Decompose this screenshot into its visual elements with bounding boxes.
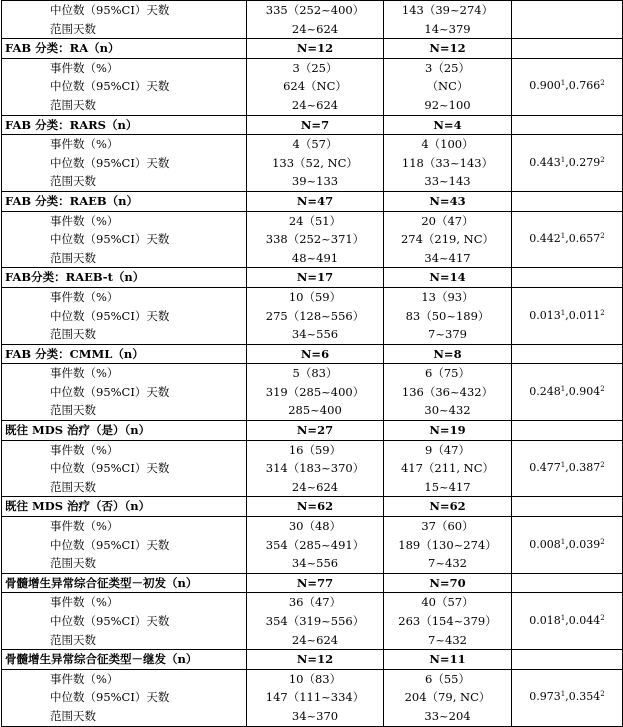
- group-title: 骨髓增生异常综合征类型－初发（n）: [2, 573, 247, 593]
- value-arm-a: 338（252~371）: [265, 232, 365, 247]
- group-header-empty: [512, 191, 623, 211]
- values-arm-a: [247, 593, 384, 650]
- p-separator: ,: [565, 461, 569, 475]
- p-value-1: 0.013: [529, 308, 561, 322]
- values-arm-a: [247, 211, 384, 268]
- p-value-2: 0.387: [568, 461, 601, 475]
- value-arm-a: 16（59）: [288, 442, 342, 457]
- value-arm-b: 9（47）: [425, 442, 470, 457]
- value-arm-a: 24~624: [291, 97, 339, 112]
- row-label: 中位数（95%CI）天数: [50, 461, 170, 476]
- values-arm-b: [384, 135, 512, 192]
- p-value-cell: [512, 593, 623, 650]
- value-arm-b: 7~432: [428, 632, 467, 647]
- p-superscript-1: 1: [560, 614, 566, 622]
- values-arm-b: [384, 1, 512, 39]
- value-arm-b: 20（47）: [421, 213, 474, 228]
- row-label: 中位数（95%CI）天数: [50, 308, 170, 323]
- values-arm-b: [384, 593, 512, 650]
- value-arm-b: 30~432: [424, 403, 471, 418]
- p-superscript-1: 1: [560, 155, 566, 164]
- p-value-cell: [512, 517, 623, 574]
- row-label: 事件数（%）: [50, 366, 119, 381]
- group-n-arm-b: N=4: [384, 115, 512, 135]
- p-value-cell: [512, 440, 623, 497]
- group-n-arm-a: N=17: [247, 268, 384, 288]
- group-n-arm-b: N=43: [384, 191, 512, 211]
- p-superscript-1: 1: [560, 384, 566, 393]
- group-data-row: [2, 593, 623, 650]
- values-arm-a: [247, 517, 384, 574]
- p-superscript-2: 2: [600, 155, 605, 164]
- row-label-range: 范围天数: [50, 21, 96, 36]
- p-superscript-2: 2: [600, 690, 605, 699]
- row-labels: [2, 593, 247, 650]
- group-header-row: [2, 115, 623, 135]
- row-label: 范围天数: [50, 556, 96, 571]
- value-arm-b: 274（219, NC）: [400, 232, 495, 247]
- value-arm-b: 136（36~432）: [401, 384, 494, 399]
- group-header-row: [2, 39, 623, 59]
- group-header-empty: [512, 115, 623, 135]
- p-superscript-2: 2: [600, 79, 605, 88]
- value-arm-a: 319（285~400）: [265, 384, 365, 399]
- row-label: 中位数（95%CI）天数: [50, 537, 170, 552]
- p-value-2: 0.354: [568, 690, 601, 704]
- value-arm-a: 34~556: [291, 556, 339, 571]
- p-value-2: 0.766: [568, 79, 601, 93]
- results-table-body: [2, 1, 623, 727]
- group-data-row: [2, 287, 623, 344]
- value-arm-a: 24（51）: [288, 213, 342, 228]
- row-label: 事件数（%）: [50, 213, 119, 228]
- p-separator: ,: [565, 537, 569, 551]
- group-title: FAB 分类：RA（n）: [2, 39, 247, 59]
- results-table: [1, 0, 623, 727]
- group-n-arm-a: N=77: [247, 573, 384, 593]
- group-n-arm-a: N=47: [247, 191, 384, 211]
- p-value-cell: [512, 364, 623, 421]
- p-value-2: 0.039: [568, 537, 601, 551]
- group-header-row: [2, 421, 623, 441]
- p-superscript-1: 1: [560, 232, 566, 241]
- values-arm-a: [247, 135, 384, 192]
- p-superscript-2: 2: [600, 537, 605, 546]
- value-arm-a: 275（128~556）: [265, 308, 365, 323]
- values-arm-b: [384, 287, 512, 344]
- row-label: 范围天数: [50, 632, 96, 647]
- p-superscript-2: 2: [600, 308, 605, 317]
- group-n-arm-b: N=11: [384, 650, 512, 670]
- p-superscript-1: 1: [560, 461, 566, 470]
- p-value-cell: [512, 669, 623, 726]
- group-header-empty: [512, 497, 623, 517]
- group-header-row: [2, 497, 623, 517]
- values-arm-b: [384, 364, 512, 421]
- row-label: 事件数（%）: [50, 671, 119, 686]
- value-arm-a: 314（183~370）: [265, 461, 365, 476]
- p-value-cell: [512, 1, 623, 39]
- value-arm-a: 147（111~334）: [265, 690, 365, 705]
- values-arm-b: [384, 669, 512, 726]
- row-label: 范围天数: [50, 327, 96, 342]
- group-n-arm-a: N=12: [247, 39, 384, 59]
- group-n-arm-a: N=6: [247, 344, 384, 364]
- values-arm-a: [247, 669, 384, 726]
- value-arm-b: 263（154~379）: [398, 614, 497, 628]
- group-n-arm-a: N=12: [247, 650, 384, 670]
- value-arm-a: 4（57）: [292, 137, 338, 152]
- row-label: 范围天数: [50, 479, 96, 494]
- value-arm-a: 34~370: [291, 708, 339, 723]
- p-value-2: 0.904: [568, 384, 601, 398]
- row-label: 中位数（95%CI）天数: [50, 155, 170, 170]
- value-arm-a: 30（48）: [288, 519, 342, 534]
- p-value-1: 0.477: [529, 461, 561, 475]
- group-n-arm-a: N=62: [247, 497, 384, 517]
- value-arm-a: 3（25）: [292, 60, 338, 75]
- p-value-1: 0.442: [529, 232, 561, 246]
- p-value-cell: [512, 58, 623, 115]
- group-data-row: [2, 440, 623, 497]
- group-n-arm-b: N=19: [384, 421, 512, 441]
- group-title: 骨髓增生异常综合征类型－继发（n）: [2, 650, 247, 670]
- row-label: 中位数（95%CI）天数: [50, 384, 170, 399]
- group-header-empty: [512, 650, 623, 670]
- value-arm-b: 33~143: [424, 174, 471, 189]
- p-value-2: 0.279: [568, 155, 601, 169]
- p-separator: ,: [565, 79, 569, 93]
- p-separator: ,: [565, 614, 569, 627]
- group-header-empty: [512, 39, 623, 59]
- value-arm-a: 24~624: [291, 479, 339, 494]
- group-title: FAB 分类：RAEB（n）: [2, 191, 247, 211]
- values-arm-a: [247, 287, 384, 344]
- group-title: FAB 分类：CMML（n）: [2, 344, 247, 364]
- row-labels: [2, 669, 247, 726]
- group-n-arm-a: N=7: [247, 115, 384, 135]
- p-value-2: 0.011: [568, 308, 601, 322]
- row-labels: [2, 135, 247, 192]
- p-separator: ,: [565, 155, 569, 169]
- p-value-cell: [512, 287, 623, 344]
- value-arm-a: 10（83）: [288, 671, 342, 686]
- p-value-2: 0.044: [568, 614, 601, 627]
- group-data-row: [2, 364, 623, 421]
- value-arm-b: 417（211, NC）: [400, 461, 495, 476]
- group-header-row: [2, 191, 623, 211]
- group-n-arm-b: N=12: [384, 39, 512, 59]
- row-label: 范围天数: [50, 250, 96, 265]
- value-arm-b: 83（50~189）: [405, 308, 490, 323]
- value-arm-a: 24~624: [291, 632, 339, 647]
- row-label: 事件数（%）: [50, 519, 119, 534]
- top-partial-row: [2, 1, 623, 39]
- value-arm-a: 285~400: [288, 403, 342, 418]
- group-header-row: [2, 344, 623, 364]
- p-value-1: 0.973: [529, 690, 561, 704]
- row-labels: [2, 58, 247, 115]
- group-title: FAB分类：RAEB-t（n）: [2, 268, 247, 288]
- p-superscript-1: 1: [560, 79, 566, 88]
- value-arm-a: 36（47）: [288, 595, 342, 610]
- value-median: 143（39~274）: [401, 3, 494, 17]
- value-arm-b: （NC）: [426, 79, 469, 94]
- values-arm-b: [384, 211, 512, 268]
- group-n-arm-b: N=14: [384, 268, 512, 288]
- values-arm-b: [384, 517, 512, 574]
- group-n-arm-b: N=70: [384, 573, 512, 593]
- value-arm-b: 15~417: [424, 479, 471, 494]
- group-header-row: [2, 268, 623, 288]
- group-header-empty: [512, 344, 623, 364]
- group-title: 既往 MDS 治疗（是）（n）: [2, 421, 247, 441]
- values-arm-a: [247, 440, 384, 497]
- value-arm-b: 33~204: [424, 708, 471, 723]
- p-superscript-1: 1: [560, 690, 566, 699]
- value-arm-a: 10（59）: [288, 289, 342, 304]
- values-arm-a: [247, 58, 384, 115]
- values-arm-b: [384, 58, 512, 115]
- group-header-empty: [512, 573, 623, 593]
- value-arm-a: 39~133: [291, 174, 339, 189]
- value-arm-b: 189（130~274）: [398, 537, 497, 552]
- row-label-median: 中位数（95%CI）天数: [50, 3, 170, 17]
- value-arm-a: 354（319~556）: [265, 614, 365, 628]
- value-arm-a: 48~491: [291, 250, 339, 265]
- row-label: 范围天数: [50, 174, 96, 189]
- value-arm-a: 133（52, NC）: [272, 155, 358, 170]
- group-n-arm-b: N=8: [384, 344, 512, 364]
- p-superscript-2: 2: [600, 614, 605, 622]
- group-header-empty: [512, 421, 623, 441]
- row-label: 事件数（%）: [50, 595, 119, 610]
- value-range: 14~379: [424, 21, 471, 36]
- row-labels: [2, 440, 247, 497]
- p-value-1: 0.008: [529, 537, 561, 551]
- value-arm-b: 7~432: [428, 556, 467, 571]
- row-labels: [2, 364, 247, 421]
- p-value-cell: [512, 211, 623, 268]
- value-arm-b: 118（33~143）: [401, 155, 494, 170]
- group-data-row: [2, 135, 623, 192]
- p-separator: ,: [565, 690, 569, 704]
- group-header-row: [2, 650, 623, 670]
- row-label: 范围天数: [50, 403, 96, 418]
- group-n-arm-b: N=62: [384, 497, 512, 517]
- values-arm-a: [247, 364, 384, 421]
- row-label: 中位数（95%CI）天数: [50, 232, 170, 247]
- row-labels: [2, 1, 247, 39]
- p-value-1: 0.018: [529, 614, 561, 627]
- row-label: 范围天数: [50, 97, 96, 112]
- group-data-row: [2, 517, 623, 574]
- p-superscript-1: 1: [560, 308, 566, 317]
- group-title: 既往 MDS 治疗（否）（n）: [2, 497, 247, 517]
- p-value-2: 0.657: [568, 232, 601, 246]
- p-superscript-2: 2: [600, 384, 605, 393]
- group-header-empty: [512, 268, 623, 288]
- p-value-1: 0.900: [529, 79, 561, 93]
- p-superscript-1: 1: [560, 537, 566, 546]
- row-labels: [2, 517, 247, 574]
- value-arm-a: 34~556: [291, 327, 339, 342]
- row-label: 中位数（95%CI）天数: [50, 614, 170, 628]
- p-value-cell: [512, 135, 623, 192]
- p-superscript-2: 2: [600, 461, 605, 470]
- value-arm-b: 6（55）: [425, 671, 470, 686]
- group-header-row: [2, 573, 623, 593]
- p-separator: ,: [565, 232, 569, 246]
- row-labels: [2, 211, 247, 268]
- value-median: 335（252~400）: [265, 3, 365, 17]
- value-arm-b: 13（93）: [421, 289, 474, 304]
- row-label: 范围天数: [50, 708, 96, 723]
- value-range: 24~624: [291, 21, 339, 36]
- value-arm-b: 7~379: [428, 327, 467, 342]
- value-arm-a: 5（83）: [292, 366, 338, 381]
- value-arm-b: 204（79, NC）: [404, 690, 491, 705]
- group-n-arm-a: N=27: [247, 421, 384, 441]
- row-label: 事件数（%）: [50, 442, 119, 457]
- p-value-1: 0.443: [529, 155, 561, 169]
- group-data-row: [2, 58, 623, 115]
- value-arm-b: 37（60）: [421, 519, 474, 534]
- row-label: 事件数（%）: [50, 289, 119, 304]
- p-separator: ,: [565, 384, 569, 398]
- value-arm-b: 4（100）: [421, 137, 474, 152]
- p-superscript-2: 2: [600, 232, 605, 241]
- row-label: 事件数（%）: [50, 60, 119, 75]
- p-separator: ,: [565, 308, 569, 322]
- values-arm-b: [384, 440, 512, 497]
- value-arm-b: 3（25）: [425, 60, 470, 75]
- value-arm-a: 354（285~491）: [265, 537, 365, 552]
- value-arm-b: 40（57）: [421, 595, 474, 610]
- value-arm-b: 6（75）: [425, 366, 470, 381]
- row-label: 中位数（95%CI）天数: [50, 690, 170, 705]
- row-label: 中位数（95%CI）天数: [50, 79, 170, 94]
- value-arm-b: 92~100: [424, 97, 471, 112]
- group-title: FAB 分类：RARS（n）: [2, 115, 247, 135]
- row-label: 事件数（%）: [50, 137, 119, 152]
- value-arm-b: 34~417: [424, 250, 471, 265]
- values-arm-a: [247, 1, 384, 39]
- value-arm-a: 624（NC）: [283, 79, 347, 94]
- group-data-row: [2, 669, 623, 726]
- p-value-1: 0.248: [529, 384, 561, 398]
- row-labels: [2, 287, 247, 344]
- group-data-row: [2, 211, 623, 268]
